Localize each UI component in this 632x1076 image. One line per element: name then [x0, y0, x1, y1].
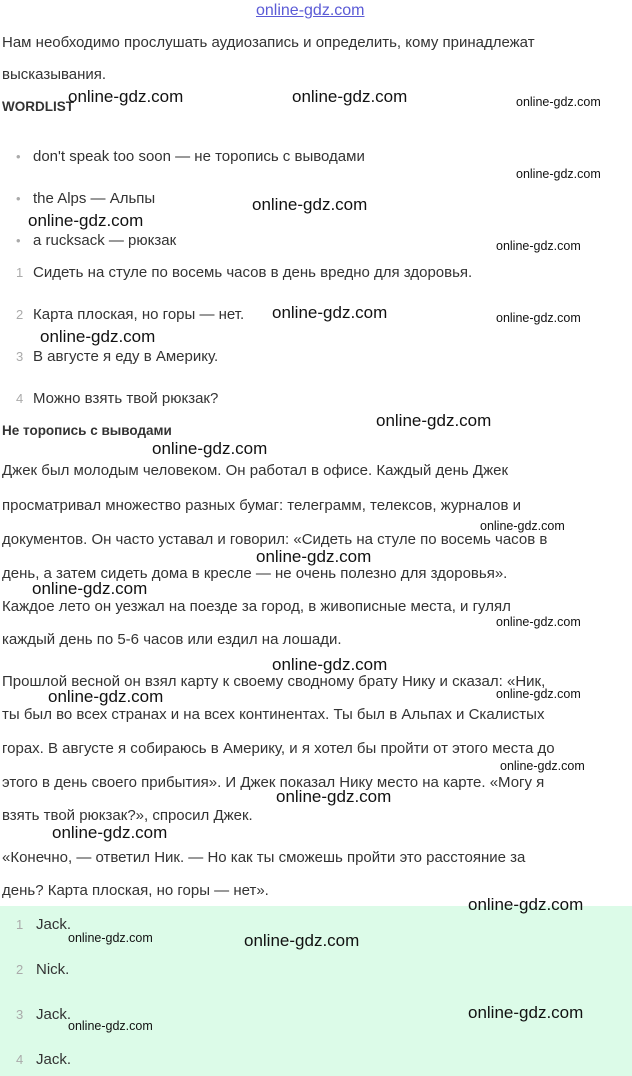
story-line: этого в день своего прибытия». И Джек показал Нику место на карте. «Могу я: [2, 774, 545, 791]
story-line: день, а затем сидеть дома в кресле — не очень полезно для здоровья».: [2, 565, 508, 582]
answer-number: 2: [16, 962, 24, 977]
story-line: Прошлой весной он взял карту к своему сводному брату Нику и сказал: «Ник,: [2, 673, 546, 690]
bullet-icon: •: [16, 191, 21, 206]
intro-line-1: Нам необходимо прослушать аудиозапись и определить, кому принадлежат: [2, 34, 535, 51]
sentence-text: Сидеть на стуле по восемь часов в день вредно для здоровья.: [33, 264, 473, 281]
sentence-text: Карта плоская, но горы — нет.: [33, 306, 245, 323]
story-line: взять твой рюкзак?», спросил Джек.: [2, 807, 253, 824]
watermark: online-gdz.com: [52, 823, 168, 842]
answer-text: Nick.: [36, 961, 70, 978]
answer-text: Jack.: [36, 1051, 72, 1068]
answer-text: Jack.: [36, 1006, 72, 1023]
watermark: online-gdz.com: [28, 211, 144, 230]
watermark: online-gdz.com: [244, 931, 360, 950]
answer-text: Jack.: [36, 916, 72, 933]
bullet-icon: •: [16, 149, 21, 164]
story-line: документов. Он часто уставал и говорил: «Сидеть на стуле по восемь часов в: [2, 531, 548, 548]
watermark: online-gdz.com: [68, 931, 153, 945]
story-line: «Конечно, — ответил Ник. — Но как ты сможешь пройти это расстояние за: [2, 849, 526, 866]
watermark: online-gdz.com: [48, 687, 164, 706]
sentence-text: Можно взять твой рюкзак?: [33, 390, 219, 407]
story-line: ты был во всех странах и на всех континентах. Ты был в Альпах и Скалистых: [2, 706, 545, 723]
wordlist-title: WORDLIST: [2, 99, 74, 114]
watermark: online-gdz.com: [272, 303, 388, 322]
wordlist-item: the Alps — Альпы: [33, 190, 156, 207]
watermark: online-gdz.com: [40, 327, 156, 346]
answer-number: 3: [16, 1007, 24, 1022]
watermark: online-gdz.com: [496, 615, 581, 629]
watermark: online-gdz.com: [292, 87, 408, 106]
story-line: день? Карта плоская, но горы — нет».: [2, 882, 269, 899]
story-line: Каждое лето он уезжал на поезде за город, в живописные места, и гулял: [2, 598, 511, 615]
wordlist-item: a rucksack — рюкзак: [33, 232, 177, 249]
story-line: каждый день по 5-6 часов или ездил на лошади.: [2, 631, 342, 648]
watermark: online-gdz.com: [468, 895, 584, 914]
story-line: просматривал множество разных бумаг: телеграмм, телексов, журналов и: [2, 497, 522, 514]
watermark: online-gdz.com: [272, 655, 388, 674]
watermark: online-gdz.com: [480, 519, 565, 533]
story-title: Не торопись с выводами: [2, 423, 172, 438]
story-line: Джек был молодым человеком. Он работал в офисе. Каждый день Джек: [2, 462, 509, 479]
watermark: online-gdz.com: [252, 195, 368, 214]
watermark: online-gdz.com: [68, 87, 184, 106]
watermark: online-gdz.com: [32, 579, 148, 598]
watermark: online-gdz.com: [276, 787, 392, 806]
watermark: online-gdz.com: [500, 759, 585, 773]
watermark: online-gdz.com: [516, 167, 601, 181]
site-header-link[interactable]: online-gdz.com: [256, 2, 365, 19]
sentence-number: 4: [16, 391, 24, 406]
answer-number: 4: [16, 1052, 24, 1067]
sentence-number: 3: [16, 349, 24, 364]
watermark: online-gdz.com: [256, 547, 372, 566]
watermark: online-gdz.com: [468, 1003, 584, 1022]
wordlist-item: don't speak too soon — не торопись с выводами: [33, 148, 365, 165]
watermark: online-gdz.com: [376, 411, 492, 430]
sentence-text: В августе я еду в Америку.: [33, 348, 219, 365]
sentence-number: 2: [16, 307, 24, 322]
watermark: online-gdz.com: [496, 239, 581, 253]
watermark: online-gdz.com: [152, 439, 268, 458]
intro-line-2: высказывания.: [2, 66, 107, 83]
answer-number: 1: [16, 917, 24, 932]
watermark: online-gdz.com: [496, 311, 581, 325]
watermark: online-gdz.com: [496, 687, 581, 701]
story-line: горах. В августе я собираюсь в Америку, и я хотел бы пройти от этого места до: [2, 740, 555, 757]
bullet-icon: •: [16, 233, 21, 248]
sentence-number: 1: [16, 265, 24, 280]
watermark: online-gdz.com: [68, 1019, 153, 1033]
watermark: online-gdz.com: [516, 95, 601, 109]
